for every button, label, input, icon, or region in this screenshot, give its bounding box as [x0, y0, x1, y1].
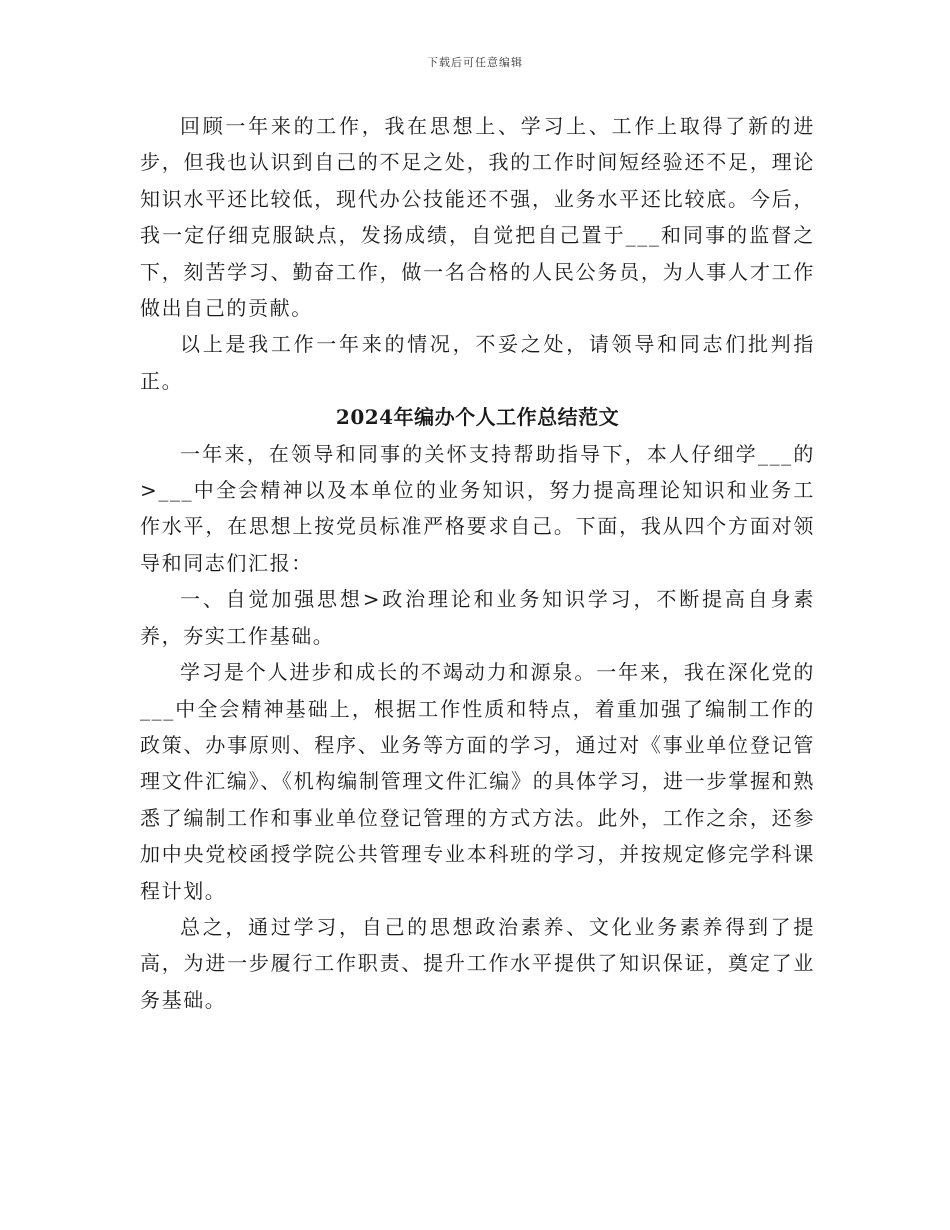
header-note: 下载后可任意编辑 — [427, 56, 523, 69]
paragraph-review: 回顾一年来的工作，我在思想上、学习上、工作上取得了新的进步，但我也认识到自己的不足之处，我的工作时间短经验还不足，理论知识水平还比较低，现代办公技能还不强，业务水平还比较底。今后，我一定仔细克服缺点，发扬成绩，自觉把自己置于___和同事的监督之下，刻苦学习、勤奋工作，做一名合格的人民公务员，为人事人才工作做出自己的贡献。 — [140, 114, 815, 321]
document-title: 2024年编办个人工作总结范文 — [335, 405, 620, 430]
paragraph-intro: 一年来，在领导和同事的关怀支持帮助指导下，本人仔细学___的>___中全会精神以及本单位的业务知识，努力提高理论知识和业务工作水平，在思想上按党员标准严格要求自己。下面，我从四个方面对领导和同志们汇报： — [140, 441, 815, 575]
paragraph-study: 学习是个人进步和成长的不竭动力和源泉。一年来，我在深化党的___中全会精神基础上，根据工作性质和特点，着重加强了编制工作的政策、办事原则、程序、业务等方面的学习，通过对《事业单位登记管理文件汇编》、《机构编制管理文件汇编》的具体学习，进一步掌握和熟悉了编制工作和事业单位登记管理的方式方法。此外，工作之余，还参加中央党校函授学院公共管理专业本科班的学习，并按规定修完学科课程计划。 — [140, 660, 815, 903]
paragraph-section-one: 一、自觉加强思想>政治理论和业务知识学习，不断提高自身素养，夯实工作基础。 — [140, 587, 815, 648]
paragraph-closing: 以上是我工作一年来的情况，不妥之处，请领导和同志们批判指正。 — [140, 332, 815, 393]
paragraph-summary: 总之，通过学习，自己的思想政治素养、文化业务素养得到了提高，为进一步履行工作职责、提升工作水平提供了知识保证，奠定了业务基础。 — [140, 914, 815, 1012]
document-body — [140, 108, 815, 1018]
